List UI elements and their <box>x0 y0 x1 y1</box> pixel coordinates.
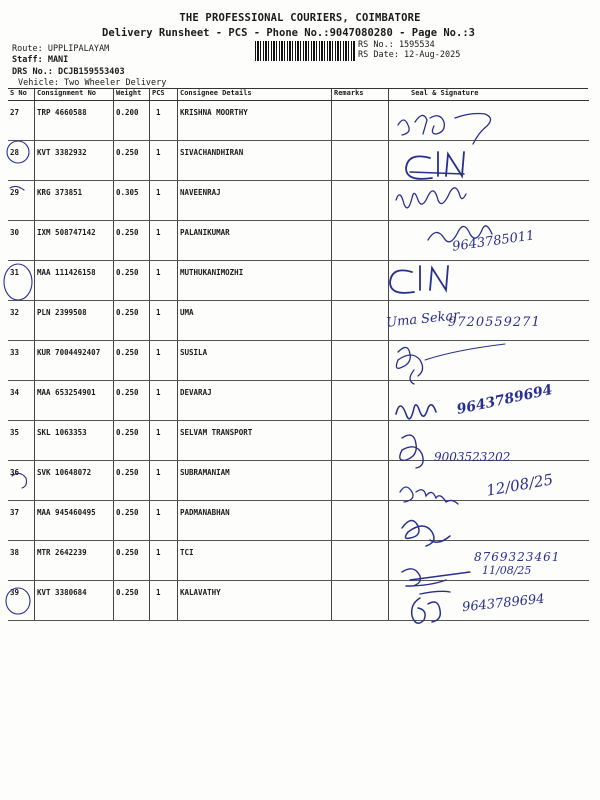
row-signature <box>389 181 590 221</box>
row-remarks <box>332 221 389 261</box>
row-consignment: MAA 111426158 <box>35 261 114 301</box>
row-pcs: 1 <box>150 181 178 221</box>
table-row <box>8 421 589 461</box>
col-signature: Seal & Signature <box>389 89 590 101</box>
handwritten-date-38: 11/08/25 <box>482 564 532 577</box>
col-consignment: Consignment No <box>35 89 114 101</box>
table-row <box>8 461 589 501</box>
row-consignment: MAA 653254901 <box>35 381 114 421</box>
row-sno: 28 <box>8 141 35 181</box>
row-consignee: NAVEENRAJ <box>178 181 332 221</box>
row-consignment: TRP 4660588 <box>35 101 114 141</box>
row-consignee: SELVAM TRANSPORT <box>178 421 332 461</box>
row-consignment: SKL 1063353 <box>35 421 114 461</box>
row-weight: 0.250 <box>114 221 150 261</box>
table-row <box>8 541 589 581</box>
row-pcs: 1 <box>150 381 178 421</box>
row-pcs: 1 <box>150 301 178 341</box>
row-sno: 32 <box>8 301 35 341</box>
row-remarks <box>332 581 389 621</box>
runsheet-table <box>8 89 589 621</box>
handwritten-name-32: Uma Sekar <box>385 308 461 331</box>
row-weight: 0.250 <box>114 541 150 581</box>
row-remarks <box>332 101 389 141</box>
row-remarks <box>332 301 389 341</box>
col-sno: S No <box>8 89 35 101</box>
row-weight: 0.250 <box>114 381 150 421</box>
col-remarks: Remarks <box>332 89 389 101</box>
row-remarks <box>332 461 389 501</box>
row-remarks <box>332 261 389 301</box>
row-weight: 0.200 <box>114 101 150 141</box>
table-header-row <box>8 89 589 101</box>
drs-number: DRS No.: DCJB159553403 <box>12 67 125 77</box>
row-pcs: 1 <box>150 541 178 581</box>
row-weight: 0.250 <box>114 141 150 181</box>
row-sno: 29 <box>8 181 35 221</box>
row-sno: 33 <box>8 341 35 381</box>
row-consignee: PADMANABHAN <box>178 501 332 541</box>
row-remarks <box>332 421 389 461</box>
table-row <box>8 381 589 421</box>
row-pcs: 1 <box>150 141 178 181</box>
row-signature <box>389 261 590 301</box>
row-weight: 0.250 <box>114 581 150 621</box>
row-signature <box>389 461 590 501</box>
row-consignee: KALAVATHY <box>178 581 332 621</box>
row-signature <box>389 221 590 261</box>
table-row <box>8 181 589 221</box>
handwritten-phone-34: 9643789694 <box>455 382 555 418</box>
table-row <box>8 101 589 141</box>
row-consignee: DEVARAJ <box>178 381 332 421</box>
table-row <box>8 221 589 261</box>
row-sno: 36 <box>8 461 35 501</box>
col-consignee: Consignee Details <box>178 89 332 101</box>
row-consignment: IXM 508747142 <box>35 221 114 261</box>
col-weight: Weight <box>114 89 150 101</box>
row-consignment: MTR 2642239 <box>35 541 114 581</box>
col-pcs: PCS <box>150 89 178 101</box>
table-row <box>8 141 589 181</box>
handwritten-phone-38: 8769323461 <box>474 550 561 564</box>
row-consignment: KRG 373851 <box>35 181 114 221</box>
row-weight: 0.250 <box>114 501 150 541</box>
row-consignment: MAA 945460495 <box>35 501 114 541</box>
row-weight: 0.250 <box>114 421 150 461</box>
row-remarks <box>332 341 389 381</box>
row-pcs: 1 <box>150 101 178 141</box>
row-consignee: KRISHNA MOORTHY <box>178 101 332 141</box>
row-pcs: 1 <box>150 261 178 301</box>
table-row <box>8 341 589 381</box>
table-row <box>8 501 589 541</box>
rs-number: RS No.: 1595534 <box>358 40 435 50</box>
row-signature <box>389 381 590 421</box>
staff: Staff: MANI <box>12 55 69 65</box>
vehicle: Vehicle: Two Wheeler Delivery <box>18 78 167 88</box>
rs-date: RS Date: 12-Aug-2025 <box>358 50 461 60</box>
row-sno: 38 <box>8 541 35 581</box>
row-remarks <box>332 381 389 421</box>
row-remarks <box>332 501 389 541</box>
route: Route: UPPLIPALAYAM <box>12 44 110 54</box>
row-signature <box>389 301 590 341</box>
row-consignment: KUR 7004492407 <box>35 341 114 381</box>
row-weight: 0.250 <box>114 341 150 381</box>
runsheet-subtitle: Delivery Runsheet - PCS - Phone No.:9047080280 - Page No.:3 <box>102 27 475 39</box>
row-consignee: SUBRAMANIAM <box>178 461 332 501</box>
row-consignee: MUTHUKANIMOZHI <box>178 261 332 301</box>
company-title: THE PROFESSIONAL COURIERS, COIMBATORE <box>179 12 421 24</box>
row-signature <box>389 501 590 541</box>
row-consignee: TCI <box>178 541 332 581</box>
row-consignee: PALANIKUMAR <box>178 221 332 261</box>
row-weight: 0.250 <box>114 261 150 301</box>
row-consignment: PLN 2399508 <box>35 301 114 341</box>
row-sno: 39 <box>8 581 35 621</box>
handwritten-phone-30: 9643785011 <box>451 228 536 255</box>
row-pcs: 1 <box>150 581 178 621</box>
table-row <box>8 301 589 341</box>
row-consignment: KVT 3382932 <box>35 141 114 181</box>
row-pcs: 1 <box>150 461 178 501</box>
row-sno: 31 <box>8 261 35 301</box>
row-pcs: 1 <box>150 341 178 381</box>
row-signature <box>389 341 590 381</box>
row-signature <box>389 101 590 141</box>
table-row <box>8 581 589 621</box>
row-signature <box>389 421 590 461</box>
row-consignee: SUSILA <box>178 341 332 381</box>
row-sno: 37 <box>8 501 35 541</box>
row-consignee: SIVACHANDHIRAN <box>178 141 332 181</box>
row-weight: 0.250 <box>114 301 150 341</box>
row-signature <box>389 581 590 621</box>
barcode <box>255 41 355 61</box>
handwritten-phone-35: 9003523202 <box>434 450 511 464</box>
row-remarks <box>332 181 389 221</box>
row-remarks <box>332 141 389 181</box>
row-sno: 30 <box>8 221 35 261</box>
row-consignment: KVT 3380684 <box>35 581 114 621</box>
row-pcs: 1 <box>150 501 178 541</box>
row-weight: 0.250 <box>114 461 150 501</box>
handwritten-date-36: 12/08/25 <box>484 470 555 500</box>
row-weight: 0.305 <box>114 181 150 221</box>
row-pcs: 1 <box>150 221 178 261</box>
row-signature <box>389 141 590 181</box>
handwritten-phone-39: 9643789694 <box>461 591 546 616</box>
row-signature <box>389 541 590 581</box>
row-consignment: SVK 10648072 <box>35 461 114 501</box>
row-consignee: UMA <box>178 301 332 341</box>
row-remarks <box>332 541 389 581</box>
row-pcs: 1 <box>150 421 178 461</box>
row-sno: 35 <box>8 421 35 461</box>
table-row <box>8 261 589 301</box>
row-sno: 34 <box>8 381 35 421</box>
row-sno: 27 <box>8 101 35 141</box>
handwritten-phone-32: 9720559271 <box>448 315 541 330</box>
